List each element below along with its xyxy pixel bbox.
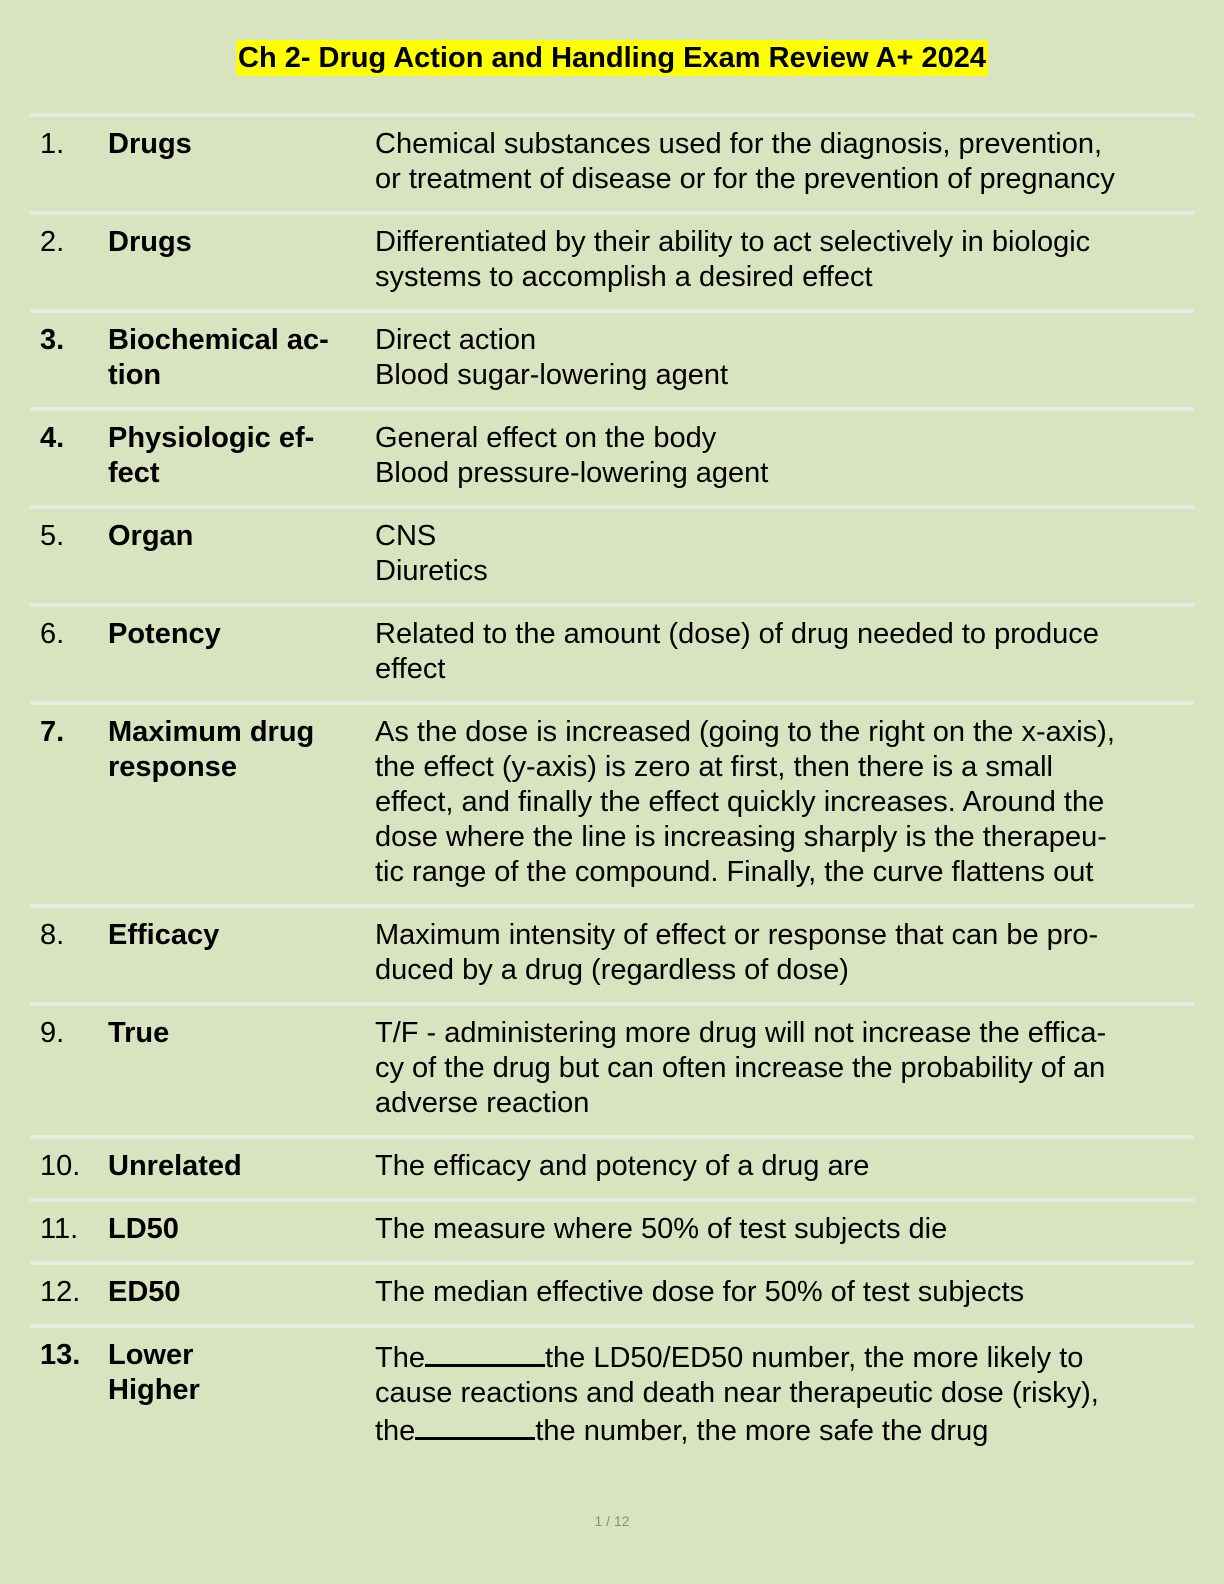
card-term: Biochemical ac- tion <box>108 324 329 391</box>
page-indicator: 1 / 12 <box>594 1513 630 1529</box>
fill-in-blank <box>415 1411 535 1440</box>
card-definition: T/F - administering more drug will not increase the effica- cy of the drug but can often increase the probability of an adverse reaction <box>375 1017 1107 1119</box>
card-definition: The measure where 50% of test subjects die <box>375 1213 948 1245</box>
card-term: Efficacy <box>108 919 220 951</box>
card-row <box>30 1135 1194 1198</box>
card-number: 1. <box>40 128 65 160</box>
card-definition: As the dose is increased (going to the right on the x-axis), the effect (y-axis) is zero at first, then there is a small effect, and finally the effect quickly increases. Around the dose where the line is increasing sharply is the therapeu- tic range of the compound. Finally, the curve flattens out <box>375 716 1115 888</box>
card-term: Physiologic ef- fect <box>108 422 315 489</box>
card-term: Maximum drug response <box>108 716 315 783</box>
card-row <box>30 211 1194 309</box>
card-number: 13. <box>40 1339 81 1371</box>
card-row <box>30 603 1194 701</box>
card-definition: Direct action Blood sugar-lowering agent <box>375 324 729 391</box>
card-term: Organ <box>108 520 194 552</box>
card-term: LD50 <box>108 1213 179 1245</box>
card-term: True <box>108 1017 170 1049</box>
card-term: Drugs <box>108 128 192 160</box>
card-definition <box>375 1338 1194 1449</box>
card-definition: CNS Diuretics <box>375 520 488 587</box>
card-row <box>30 1198 1194 1261</box>
card-term: ED50 <box>108 1276 181 1308</box>
title-container <box>0 40 1224 76</box>
page-title: Ch 2- Drug Action and Handling Exam Review A+ 2024 <box>238 42 986 74</box>
card-definition: Related to the amount (dose) of drug needed to produce effect <box>375 618 1099 685</box>
card-definition: The median effective dose for 50% of test subjects <box>375 1276 1025 1308</box>
card-row <box>30 113 1194 211</box>
card-definition: The efficacy and potency of a drug are <box>375 1150 870 1182</box>
definition-text: the <box>375 1415 416 1447</box>
card-row <box>30 407 1194 505</box>
card-number: 2. <box>40 226 65 258</box>
card-number: 12. <box>40 1276 81 1308</box>
card-number: 5. <box>40 520 65 552</box>
card-row <box>30 505 1194 603</box>
card-number: 6. <box>40 618 65 650</box>
definition-text: the LD50/ED50 number, the more likely to <box>544 1342 1084 1374</box>
card-row <box>30 1002 1194 1135</box>
card-number: 7. <box>40 716 65 748</box>
definition-text: the number, the more safe the drug <box>535 1415 989 1447</box>
card-term: Drugs <box>108 226 192 258</box>
card-row <box>30 1324 1194 1463</box>
card-number: 8. <box>40 919 65 951</box>
fill-in-blank <box>425 1338 545 1367</box>
card-number: 9. <box>40 1017 65 1049</box>
card-definition: Maximum intensity of effect or response that can be pro- duced by a drug (regardless of dose) <box>375 919 1099 986</box>
card-definition: General effect on the body Blood pressure-lowering agent <box>375 422 769 489</box>
card-number: 3. <box>40 324 65 356</box>
card-term: Unrelated <box>108 1150 242 1182</box>
definition-text: The <box>375 1342 425 1374</box>
card-row <box>30 904 1194 1002</box>
card-row <box>30 701 1194 904</box>
card-number: 11. <box>40 1213 79 1245</box>
flashcard-list <box>30 113 1194 1463</box>
card-term: Potency <box>108 618 221 650</box>
card-term: Lower Higher <box>108 1339 200 1406</box>
card-row <box>30 1261 1194 1324</box>
card-definition: Chemical substances used for the diagnosis, prevention, or treatment of disease or for the prevention of pregnancy <box>375 128 1115 195</box>
card-number: 10. <box>40 1150 81 1182</box>
definition-text: cause reactions and death near therapeutic dose (risky), <box>375 1377 1099 1409</box>
card-row <box>30 309 1194 407</box>
card-definition: Differentiated by their ability to act selectively in biologic systems to accomplish a desired effect <box>375 226 1091 293</box>
card-number: 4. <box>40 422 65 454</box>
